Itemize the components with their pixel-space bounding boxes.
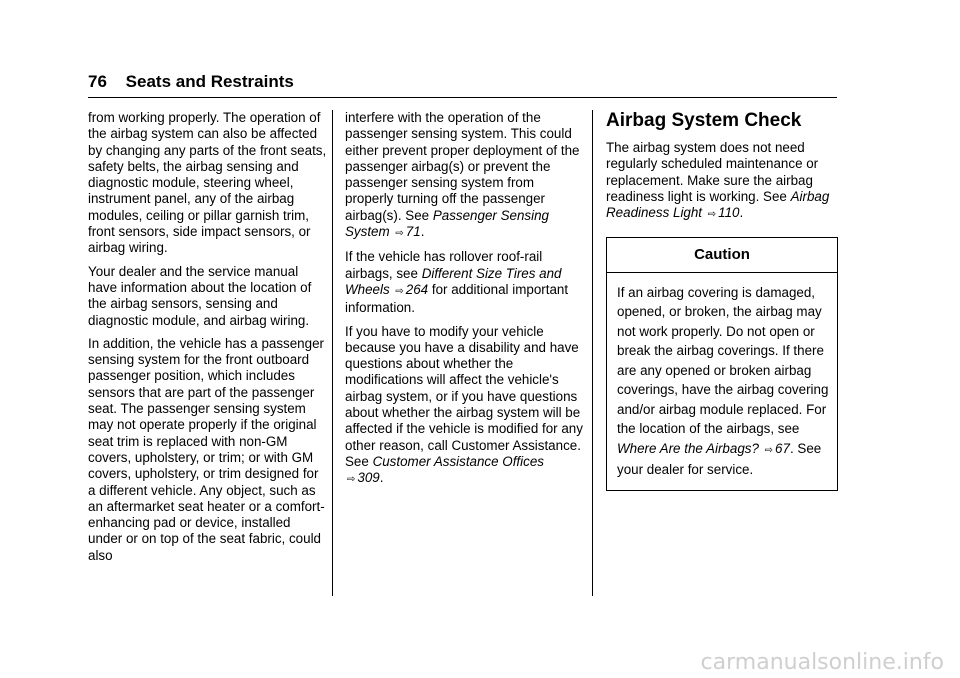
cross-reference-link[interactable]: Airbag Readiness Light [606, 188, 830, 221]
page-reference[interactable]: 264 [405, 281, 429, 297]
page-number: 76 [88, 72, 107, 91]
page-header [88, 72, 294, 92]
paragraph-text: interfere with the operation of the passenger sensing system. This could either prevent proper deployment of the passenger airbag(s) or prevent the passenger sensing system from properly turning off the passenger airbag(s). See [345, 110, 580, 223]
caution-box [606, 237, 838, 490]
cross-reference-link[interactable]: Different Size Tires and Wheels [345, 265, 562, 297]
caution-body [607, 273, 837, 490]
column-divider [332, 110, 333, 596]
page-reference[interactable]: 71 [405, 224, 421, 240]
paragraph-text: The airbag system does not need regularly scheduled maintenance or replacement. Make sure the airbag readiness light is working. See [606, 140, 819, 204]
section-heading: Airbag System Check [606, 110, 802, 131]
caution-text: See your dealer for service. [617, 440, 822, 478]
paragraph: Your dealer and the service manual have information about the location of the airbag sensors, sensing and diagnostic module, and airbag wiring. [88, 263, 312, 328]
cross-reference-link[interactable]: Where Are the Airbags? [617, 440, 759, 456]
page-reference-arrow-icon: ⇨ [347, 474, 356, 486]
caution-text: If an airbag covering is damaged, opened, or broken, the airbag may not work properly. Do not open or break the airbag coverings. If there are any opened or broken airbag coverings, have the airbag covering and/or airbag module replaced. For the location of the airbags, see [617, 284, 829, 437]
column-divider [592, 110, 593, 596]
page-reference[interactable]: 309 [357, 470, 380, 486]
page-reference-arrow-icon: ⇨ [707, 209, 717, 221]
page-reference[interactable]: 110 [718, 205, 740, 221]
paragraph [345, 324, 585, 489]
paragraph [606, 140, 838, 223]
paragraph [345, 110, 585, 242]
paragraph-text: for additional important information. [345, 281, 569, 316]
cross-reference-link[interactable]: Passenger Sensing System [345, 207, 549, 240]
page-reference-arrow-icon: ⇨ [395, 285, 404, 297]
period: . [789, 440, 794, 456]
paragraph: In addition, the vehicle has a passenger sensing system for the front outboard passenger position, which includes sensors that are part of the passenger seat. The passenger sensing system may not operate properly if the original seat trim is replaced with non-GM covers, upholstery, or trim; or with GM covers, upholstery, or trim designed for a different vehicle. Any object, such as an aftermarket seat heater or a comfort-enhancing pad or device, installed under or on top of the seat fabric, could also [88, 335, 325, 563]
section-title: Seats and Restraints [125, 72, 294, 91]
column-1 [88, 110, 328, 571]
cross-reference-link[interactable]: Customer Assistance Offices [372, 453, 544, 469]
paragraph-text: If you have to modify your vehicle because you have a disability and have questions about whether the modifications will affect the vehicle's airbag system, or if you have questions about whether the airbag system will be affected if the vehicle is modified for any other reason, call Customer Assistance. See [345, 323, 583, 469]
period: . [379, 470, 384, 486]
paragraph: from working properly. The operation of the airbag system can also be affected by changing any parts of the front seats, safety belts, the airbag sensing and diagnostic module, steering wheel, instrument panel, any of the airbag modules, ceiling or pillar garnish trim, front sensors, side impact sensors, or airbag wiring. [88, 110, 327, 256]
page-reference[interactable]: 67 [775, 440, 790, 456]
period: . [739, 205, 744, 221]
paragraph-text: If the vehicle has rollover roof-rail airbags, see [345, 249, 543, 281]
paragraph [345, 249, 585, 316]
column-2 [345, 110, 585, 496]
page-reference-arrow-icon: ⇨ [764, 444, 774, 456]
column-3 [606, 110, 838, 491]
page-reference-arrow-icon: ⇨ [395, 228, 404, 240]
caution-title: Caution [607, 238, 837, 272]
period: . [420, 224, 425, 240]
header-rule [88, 97, 837, 98]
watermark: carmanualsonline.info [700, 650, 944, 675]
